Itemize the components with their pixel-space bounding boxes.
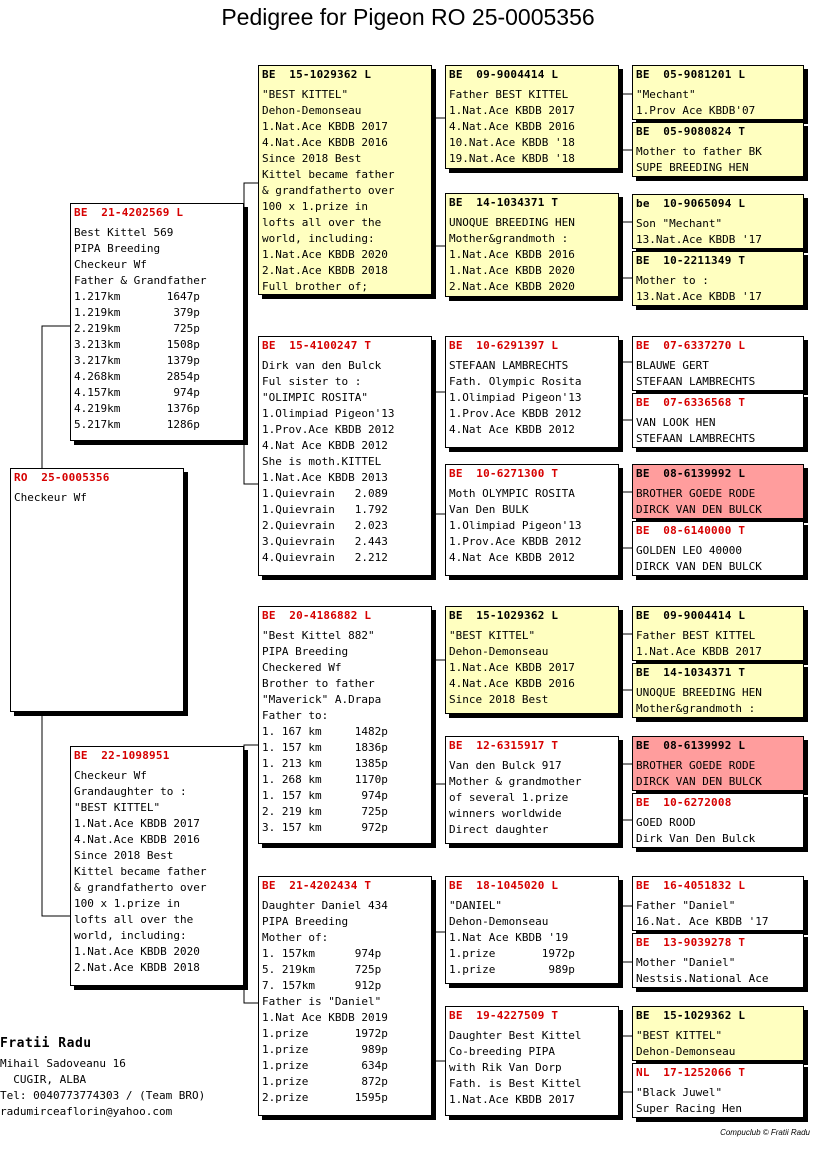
pigeon-info-line: 1.Nat.Ace KBDB 2020 xyxy=(449,264,575,277)
owner-email-line[interactable]: radumirceaflorin@yahoo.com xyxy=(0,1105,173,1118)
pigeon-info-line: lofts all over the xyxy=(262,216,382,229)
pigeon-info-line: Mother of: xyxy=(262,931,329,944)
pigeon-info-line: 1. 167 km 1482p xyxy=(262,725,388,738)
pigeon-card-dddd[interactable] xyxy=(632,1063,804,1118)
pigeon-info-line: 1.Nat.Ace KBDB 2013 xyxy=(262,471,388,484)
pigeon-info-line: 1.Quievrain 1.792 xyxy=(262,503,388,516)
pigeon-info-line: lofts all over the xyxy=(74,913,194,926)
pigeon-info-line: 2.prize 1595p xyxy=(262,1091,388,1104)
pigeon-info-line: Van Den BULK xyxy=(449,503,529,516)
pigeon-info-line: Father BEST KITTEL xyxy=(636,629,756,642)
pigeon-info-line: 13.Nat.Ace KBDB '17 xyxy=(636,233,762,246)
ring-number: BE 10-2211349 T xyxy=(636,254,746,267)
ring-number: BE 08-6139992 L xyxy=(636,467,746,480)
pigeon-info-line: Mother "Daniel" xyxy=(636,956,736,969)
pigeon-info-line: 3.217km 1379p xyxy=(74,354,200,367)
pigeon-info-line: 1.Nat.Ace KBDB 2017 xyxy=(449,1093,575,1106)
pigeon-info-line: Ful sister to : xyxy=(262,375,362,388)
pigeon-card-sire[interactable] xyxy=(70,203,244,441)
pigeon-card-dssd[interactable] xyxy=(632,663,804,718)
pigeon-card-dss[interactable] xyxy=(445,606,619,714)
ring-number: BE 19-4227509 T xyxy=(449,1009,559,1022)
pigeon-info-line: 4.268km 2854p xyxy=(74,370,200,383)
pigeon-info-line: 10.Nat.Ace KBDB '18 xyxy=(449,136,575,149)
pigeon-info-line: STEFAAN LAMBRECHTS xyxy=(449,359,569,372)
pigeon-info-line: 1.Quievrain 2.089 xyxy=(262,487,388,500)
pigeon-info-line: 2.Nat.Ace KBDB 2020 xyxy=(449,280,575,293)
pigeon-info-line: "BEST KITTEL" xyxy=(636,1029,723,1042)
pigeon-info-line: Mother to father BK xyxy=(636,145,762,158)
pigeon-info-line: 1.prize 989p xyxy=(449,963,575,976)
pigeon-card-ssdd[interactable] xyxy=(632,251,804,306)
pigeon-info-line: Checkered Wf xyxy=(262,661,342,674)
pigeon-info-line: PIPA Breeding xyxy=(262,915,349,928)
pigeon-info-line: "Black Juwel" xyxy=(636,1086,723,1099)
pigeon-info-line: Kittel became father xyxy=(74,865,207,878)
pigeon-info-line: She is moth.KITTEL xyxy=(262,455,382,468)
ring-number: RO 25-0005356 xyxy=(14,471,110,484)
pigeon-info-line: PIPA Breeding xyxy=(74,242,161,255)
pigeon-info-line: 1.Nat.Ace KBDB 2017 xyxy=(74,817,200,830)
pigeon-info-line: Checkeur Wf xyxy=(74,769,147,782)
pigeon-info-line: Dirk Van Den Bulck xyxy=(636,832,756,845)
pigeon-info-line: Father is "Daniel" xyxy=(262,995,382,1008)
pigeon-card-dds[interactable] xyxy=(445,876,619,984)
owner-address-line: Mihail Sadoveanu 16 xyxy=(0,1057,126,1070)
pigeon-info-line: Since 2018 Best xyxy=(449,693,549,706)
pigeon-info-line: Dehon-Demonseau xyxy=(449,645,549,658)
pigeon-card-dam-sire[interactable] xyxy=(258,606,432,844)
pigeon-info-line: 1. 268 km 1170p xyxy=(262,773,388,786)
pigeon-info-line: Grandaughter to : xyxy=(74,785,187,798)
pigeon-info-line: Father "Daniel" xyxy=(636,899,736,912)
pigeon-info-line: 4.Nat.Ace KBDB 2016 xyxy=(262,136,388,149)
ring-number: BE 05-9081201 L xyxy=(636,68,746,81)
pigeon-info-line: BROTHER GOEDE RODE xyxy=(636,759,756,772)
owner-phone-line: Tel: 0040773774303 / (Team BRO) xyxy=(0,1089,206,1102)
pigeon-card-ddds[interactable] xyxy=(632,1006,804,1061)
pigeon-info-line: 3.Quievrain 2.443 xyxy=(262,535,388,548)
ring-number: BE 20-4186882 L xyxy=(262,609,372,622)
pigeon-info-line: 7. 157km 912p xyxy=(262,979,382,992)
pigeon-info-line: 5.217km 1286p xyxy=(74,418,200,431)
pigeon-card-dsd[interactable] xyxy=(445,736,619,844)
pigeon-info-line: Full brother of; xyxy=(262,280,368,293)
page-title: Pedigree for Pigeon RO 25-0005356 xyxy=(221,4,595,30)
pigeon-info-line: with Rik Van Dorp xyxy=(449,1061,562,1074)
pigeon-card-ssss[interactable] xyxy=(632,65,804,120)
pigeon-info-line: Daughter Daniel 434 xyxy=(262,899,388,912)
pigeon-info-line: DIRCK VAN DEN BULCK xyxy=(636,775,762,788)
ring-number: BE 08-6139992 L xyxy=(636,739,746,752)
pigeon-info-line: 1. 157 km 974p xyxy=(262,789,388,802)
pigeon-info-line: Dehon-Demonseau xyxy=(262,104,362,117)
pigeon-info-line: "BEST KITTEL" xyxy=(74,801,161,814)
pigeon-info-line: STEFAAN LAMBRECHTS xyxy=(636,375,756,388)
pigeon-info-line: GOLDEN LEO 40000 xyxy=(636,544,742,557)
pigeon-info-line: GOED ROOD xyxy=(636,816,696,829)
pigeon-info-line: 1.Prov.Ace KBDB 2012 xyxy=(262,423,395,436)
pigeon-info-line: 1.prize 872p xyxy=(262,1075,388,1088)
pigeon-info-line: 1.Nat Ace KBDB 2019 xyxy=(262,1011,388,1024)
pigeon-info-line: 1.Nat.Ace KBDB 2017 xyxy=(262,120,388,133)
pigeon-info-line: 2.Nat.Ace KBDB 2018 xyxy=(74,961,200,974)
pigeon-card-sds[interactable] xyxy=(445,336,619,448)
pigeon-info-line: 4.Nat.Ace KBDB 2016 xyxy=(449,677,575,690)
pigeon-card-dsdd[interactable] xyxy=(632,793,804,848)
pigeon-info-line: Mother&grandmoth : xyxy=(449,232,569,245)
pigeon-card-sssd[interactable] xyxy=(632,122,804,177)
owner-city-line: CUGIR, ALBA xyxy=(0,1073,87,1086)
pigeon-info-line: Checkeur Wf xyxy=(14,491,87,504)
pigeon-card-sdds[interactable] xyxy=(632,464,804,519)
ring-number: BE 10-6271300 T xyxy=(449,467,559,480)
pigeon-info-line: Father to: xyxy=(262,709,329,722)
pigeon-info-line: Fath. is Best Kittel xyxy=(449,1077,582,1090)
pigeon-info-line: VAN LOOK HEN xyxy=(636,416,716,429)
pigeon-info-line: Daughter Best Kittel xyxy=(449,1029,582,1042)
pigeon-info-line: 1.Nat.Ace KBDB 2016 xyxy=(449,248,575,261)
ring-number: BE 18-1045020 L xyxy=(449,879,559,892)
pigeon-info-line: 1.219km 379p xyxy=(74,306,200,319)
pigeon-info-line: world, including: xyxy=(262,232,375,245)
pigeon-info-line: 4.157km 974p xyxy=(74,386,200,399)
ring-number: BE 16-4051832 L xyxy=(636,879,746,892)
pigeon-info-line: SUPE BREEDING HEN xyxy=(636,161,749,174)
ring-number: BE 21-4202569 L xyxy=(74,206,184,219)
pigeon-info-line: "BEST KITTEL" xyxy=(449,629,536,642)
pigeon-info-line: Moth OLYMPIC ROSITA xyxy=(449,487,575,500)
pigeon-info-line: 1.Nat.Ace KBDB 2020 xyxy=(262,248,388,261)
pigeon-info-line: 16.Nat. Ace KBDB '17 xyxy=(636,915,769,928)
pigeon-info-line: "Best Kittel 882" xyxy=(262,629,375,642)
ring-number: BE 07-6336568 T xyxy=(636,396,746,409)
pigeon-info-line: "Mechant" xyxy=(636,88,696,101)
pigeon-info-line: 1.prize 989p xyxy=(262,1043,388,1056)
pigeon-info-line: Father & Grandfather xyxy=(74,274,207,287)
pigeon-info-line: Since 2018 Best xyxy=(262,152,362,165)
pigeon-info-line: Van den Bulck 917 xyxy=(449,759,562,772)
ring-number: BE 14-1034371 T xyxy=(636,666,746,679)
ring-number: BE 05-9080824 T xyxy=(636,125,746,138)
pigeon-info-line: 1.Nat Ace KBDB '19 xyxy=(449,931,569,944)
pigeon-info-line: Best Kittel 569 xyxy=(74,226,174,239)
pigeon-card-sire-dam[interactable] xyxy=(258,336,432,576)
pigeon-info-line: world, including: xyxy=(74,929,187,942)
ring-number: BE 08-6140000 T xyxy=(636,524,746,537)
pigeon-info-line: 4.Nat.Ace KBDB 2016 xyxy=(74,833,200,846)
ring-number: BE 22-1098951 xyxy=(74,749,170,762)
pigeon-info-line: "Maverick" A.Drapa xyxy=(262,693,382,706)
ring-number: BE 14-1034371 T xyxy=(449,196,559,209)
pigeon-info-line: "DANIEL" xyxy=(449,899,502,912)
ring-number: BE 09-9004414 L xyxy=(449,68,559,81)
pigeon-card-subject[interactable] xyxy=(10,468,184,712)
pigeon-info-line: STEFAAN LAMBRECHTS xyxy=(636,432,756,445)
ring-number: BE 10-6291397 L xyxy=(449,339,559,352)
ring-number: BE 15-1029362 L xyxy=(262,68,372,81)
ring-number: BE 12-6315917 T xyxy=(449,739,559,752)
pigeon-info-line: Son "Mechant" xyxy=(636,217,723,230)
pigeon-info-line: Checkeur Wf xyxy=(74,258,147,271)
pigeon-info-line: 100 x 1.prize in xyxy=(262,200,368,213)
pigeon-card-ddss[interactable] xyxy=(632,876,804,931)
pigeon-info-line: DIRCK VAN DEN BULCK xyxy=(636,503,762,516)
pigeon-info-line: 4.Nat Ace KBDB 2012 xyxy=(449,423,575,436)
pigeon-info-line: 1.Olimpiad Pigeon'13 xyxy=(262,407,395,420)
owner-info xyxy=(0,1036,205,1120)
pigeon-info-line: Direct daughter xyxy=(449,823,549,836)
pigeon-info-line: 1. 213 km 1385p xyxy=(262,757,388,770)
pigeon-card-sdss[interactable] xyxy=(632,336,804,391)
pigeon-card-sdd[interactable] xyxy=(445,464,619,576)
ring-number: BE 09-9004414 L xyxy=(636,609,746,622)
pigeon-info-line: winners worldwide xyxy=(449,807,562,820)
pigeon-info-line: 2.Nat.Ace KBDB 2018 xyxy=(262,264,388,277)
pigeon-info-line: UNOQUE BREEDING HEN xyxy=(449,216,575,229)
pigeon-info-line: 1.Olimpiad Pigeon'13 xyxy=(449,391,582,404)
pigeon-info-line: & grandfatherto over xyxy=(262,184,395,197)
pigeon-info-line: Co-breeding PIPA xyxy=(449,1045,555,1058)
pigeon-info-line: Super Racing Hen xyxy=(636,1102,742,1115)
ring-number: BE 07-6337270 L xyxy=(636,339,746,352)
pigeon-info-line: 5. 219km 725p xyxy=(262,963,382,976)
software-credit: Compuclub © Fratii Radu xyxy=(720,1128,810,1137)
pigeon-info-line: Dehon-Demonseau xyxy=(636,1045,736,1058)
pigeon-info-line: 3. 157 km 972p xyxy=(262,821,388,834)
pigeon-info-line: Kittel became father xyxy=(262,168,395,181)
pigeon-info-line: DIRCK VAN DEN BULCK xyxy=(636,560,762,573)
ring-number: BE 15-4100247 T xyxy=(262,339,372,352)
pigeon-info-line: Fath. Olympic Rosita xyxy=(449,375,582,388)
pigeon-info-line: & grandfatherto over xyxy=(74,881,207,894)
pigeon-info-line: 4.Nat Ace KBDB 2012 xyxy=(449,551,575,564)
pigeon-info-line: 1.prize 634p xyxy=(262,1059,388,1072)
pigeon-info-line: Dehon-Demonseau xyxy=(449,915,549,928)
pigeon-info-line: 4.Quievrain 2.212 xyxy=(262,551,388,564)
pigeon-info-line: 1.217km 1647p xyxy=(74,290,200,303)
pigeon-info-line: BROTHER GOEDE RODE xyxy=(636,487,756,500)
pigeon-info-line: Brother to father xyxy=(262,677,375,690)
pigeon-info-line: 100 x 1.prize in xyxy=(74,897,180,910)
pigeon-card-ddd[interactable] xyxy=(445,1006,619,1116)
ring-number: BE 21-4202434 T xyxy=(262,879,372,892)
pigeon-info-line: Dirk van den Bulck xyxy=(262,359,382,372)
pigeon-card-ddsd[interactable] xyxy=(632,933,804,988)
pigeon-info-line: "BEST KITTEL" xyxy=(262,88,349,101)
pigeon-info-line: PIPA Breeding xyxy=(262,645,349,658)
pigeon-info-line: 1. 157km 974p xyxy=(262,947,382,960)
pigeon-card-sss[interactable] xyxy=(445,65,619,169)
pigeon-info-line: 1. 157 km 1836p xyxy=(262,741,388,754)
pigeon-info-line: 4.Nat Ace KBDB 2012 xyxy=(262,439,388,452)
pigeon-info-line: 1.Nat.Ace KBDB 2020 xyxy=(74,945,200,958)
pigeon-info-line: Mother & grandmother xyxy=(449,775,582,788)
pigeon-info-line: Nestsis.National Ace xyxy=(636,972,769,985)
pigeon-info-line: 1.prize 1972p xyxy=(449,947,575,960)
pigeon-info-line: 4.219km 1376p xyxy=(74,402,200,415)
pigeon-info-line: Father BEST KITTEL xyxy=(449,88,569,101)
pigeon-info-line: 1.prize 1972p xyxy=(262,1027,388,1040)
pigeon-info-line: Since 2018 Best xyxy=(74,849,174,862)
pigeon-info-line: 2.219km 725p xyxy=(74,322,200,335)
pigeon-card-ssd[interactable] xyxy=(445,193,619,297)
pigeon-info-line: Mother&grandmoth : xyxy=(636,702,756,715)
pigeon-info-line: 19.Nat.Ace KBDB '18 xyxy=(449,152,575,165)
pigeon-info-line: 1.Nat.Ace KBDB 2017 xyxy=(636,645,762,658)
pigeon-info-line: 4.Nat.Ace KBDB 2016 xyxy=(449,120,575,133)
pigeon-info-line: 1.Prov Ace KBDB'07 xyxy=(636,104,756,117)
pigeon-card-dam[interactable] xyxy=(70,746,244,986)
pigeon-info-line: BLAUWE GERT xyxy=(636,359,709,372)
pigeon-card-dsds[interactable] xyxy=(632,736,804,791)
pigeon-info-line: 2. 219 km 725p xyxy=(262,805,388,818)
pigeon-card-sdsd[interactable] xyxy=(632,393,804,448)
pigeon-info-line: 3.213km 1508p xyxy=(74,338,200,351)
pigeon-info-line: 1.Nat.Ace KBDB 2017 xyxy=(449,104,575,117)
pigeon-info-line: 13.Nat.Ace KBDB '17 xyxy=(636,290,762,303)
pigeon-card-sddd[interactable] xyxy=(632,521,804,576)
owner-name: Fratii Radu xyxy=(0,1036,92,1051)
ring-number: NL 17-1252066 T xyxy=(636,1066,746,1079)
ring-number: BE 13-9039278 T xyxy=(636,936,746,949)
pigeon-info-line: of several 1.prize xyxy=(449,791,569,804)
pigeon-info-line: 1.Prov.Ace KBDB 2012 xyxy=(449,407,582,420)
ring-number: be 10-9065094 L xyxy=(636,197,746,210)
pigeon-info-line: "OLIMPIC ROSITA" xyxy=(262,391,368,404)
ring-number: BE 15-1029362 L xyxy=(636,1009,746,1022)
pigeon-info-line: UNOQUE BREEDING HEN xyxy=(636,686,762,699)
ring-number: BE 15-1029362 L xyxy=(449,609,559,622)
pigeon-card-ssds[interactable] xyxy=(632,194,804,249)
pigeon-info-line: 1.Prov.Ace KBDB 2012 xyxy=(449,535,582,548)
pigeon-info-line: Mother to : xyxy=(636,274,709,287)
pigeon-info-line: 2.Quievrain 2.023 xyxy=(262,519,388,532)
ring-number: BE 10-6272008 xyxy=(636,796,732,809)
pigeon-info-line: 1.Olimpiad Pigeon'13 xyxy=(449,519,582,532)
pigeon-card-sire-sire[interactable] xyxy=(258,65,432,295)
pigeon-info-line: 1.Nat.Ace KBDB 2017 xyxy=(449,661,575,674)
pigeon-card-dsss[interactable] xyxy=(632,606,804,661)
pigeon-card-dam-dam[interactable] xyxy=(258,876,432,1116)
